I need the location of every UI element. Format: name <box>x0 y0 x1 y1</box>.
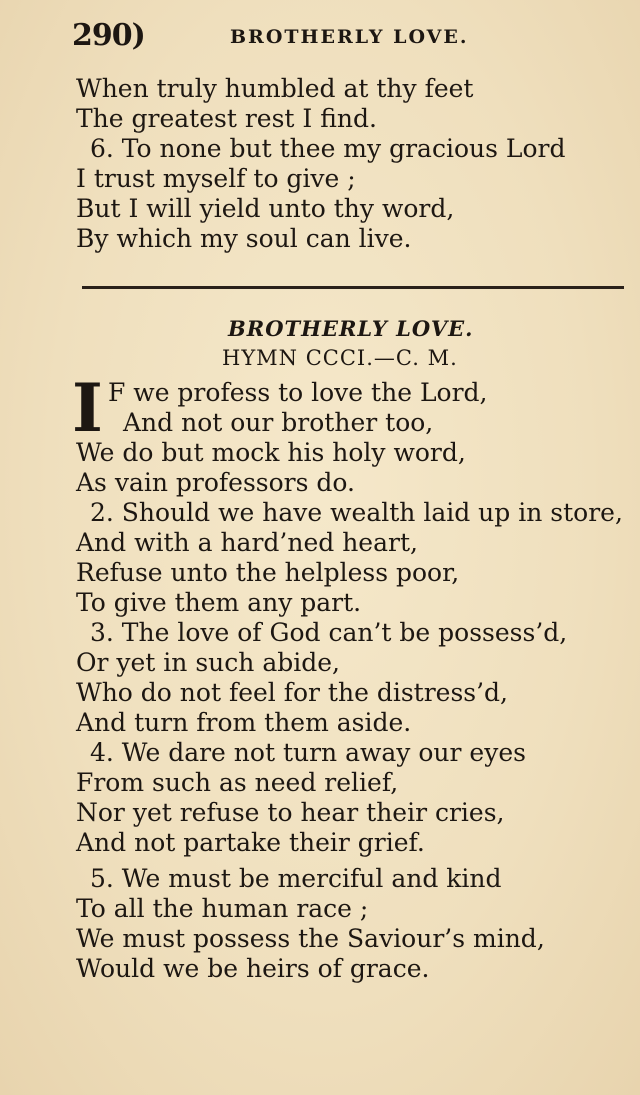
hymn-number: HYMN CCCI.—C. M. <box>222 346 458 370</box>
verse-line: We must possess the Saviour’s mind, <box>76 924 545 953</box>
verse-line: As vain professors do. <box>76 468 355 497</box>
verse-line: And turn from them aside. <box>76 708 412 737</box>
verse-line: Or yet in such abide, <box>76 648 340 677</box>
page-header <box>72 18 612 58</box>
verse-line: And not our brother too, <box>123 408 434 437</box>
verse-line: 5. We must be merciful and kind <box>90 864 502 893</box>
verse-line: To all the human race ; <box>76 894 369 923</box>
verse-line: From such as need relief, <box>76 768 399 797</box>
running-head: BROTHERLY LOVE. <box>230 26 469 48</box>
verse-line: Nor yet refuse to hear their cries, <box>76 798 505 827</box>
page-number: 290) <box>72 18 145 53</box>
verse-line: And not partake their grief. <box>76 828 425 857</box>
section-divider <box>82 286 624 289</box>
verse-line: Would we be heirs of grace. <box>76 954 430 983</box>
previous-hymn-continuation <box>76 74 636 254</box>
drop-cap: I <box>72 369 103 447</box>
verse-line: But I will yield unto thy word, <box>76 194 455 223</box>
verse-line: 6. To none but thee my gracious Lord <box>90 134 566 163</box>
verse-line: 4. We dare not turn away our eyes <box>90 738 526 767</box>
verse-line: 3. The love of God can’t be possess’d, <box>90 618 568 647</box>
verse-line: I trust myself to give ; <box>76 164 356 193</box>
verse-line: To give them any part. <box>76 588 362 617</box>
verse-line: F we profess to love the Lord, <box>108 378 488 407</box>
verse-line: We do but mock his holy word, <box>76 438 466 467</box>
verse-line: By which my soul can live. <box>76 224 412 253</box>
hymn-verses <box>76 378 636 984</box>
verse-line: 2. Should we have wealth laid up in store, <box>90 498 623 527</box>
verse-line: And with a hard’ned heart, <box>76 528 418 557</box>
verse-line: Who do not feel for the distress’d, <box>76 678 508 707</box>
verse-line: Refuse unto the helpless poor, <box>76 558 460 587</box>
verse-line: The greatest rest I find. <box>76 104 377 133</box>
verse-line: When truly humbled at thy feet <box>76 74 474 103</box>
hymn-title: BROTHERLY LOVE. <box>228 316 474 341</box>
